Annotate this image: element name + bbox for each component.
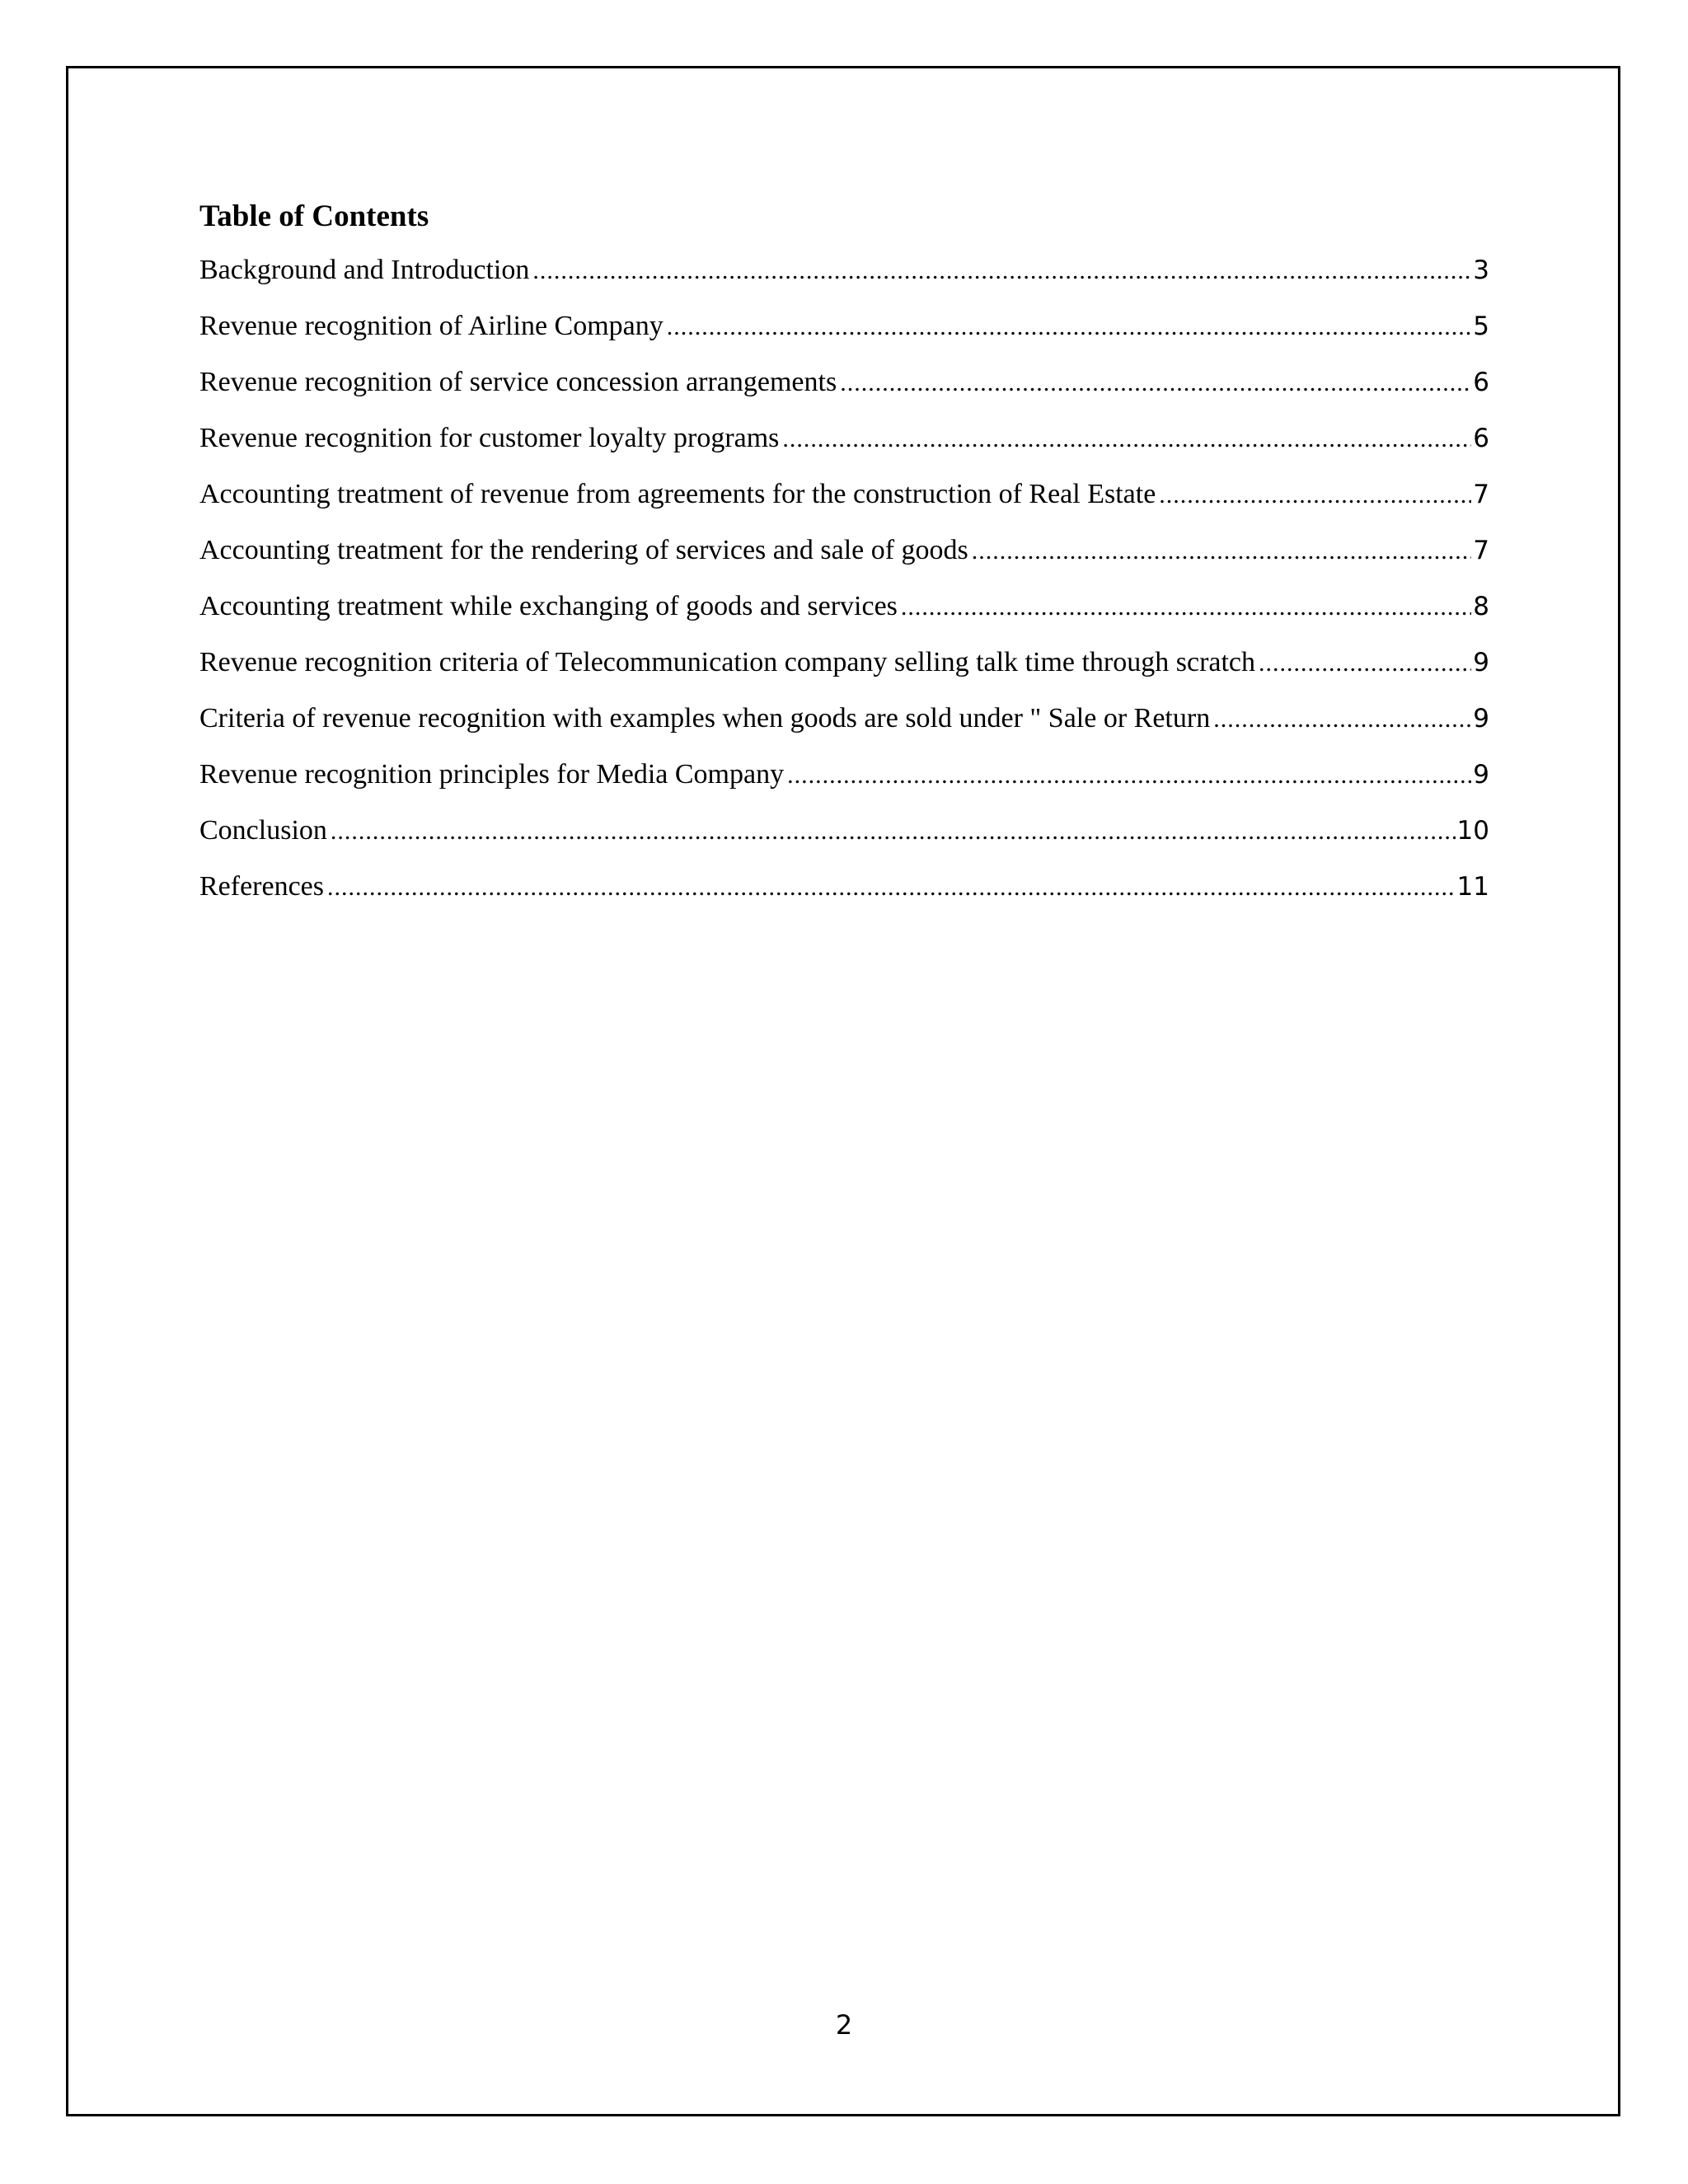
toc-entry-page: 11 [1456,872,1489,902]
toc-dot-leader [840,355,1471,411]
toc-entry-title: Revenue recognition for customer loyalty programs [199,423,780,453]
toc-entry-page: 8 [1473,592,1489,621]
toc-entry[interactable] [199,410,1489,466]
toc-dot-leader [1259,635,1471,691]
toc-entry-page: 5 [1473,312,1489,341]
toc-dot-leader [782,411,1471,467]
toc-entry-title: Revenue recognition principles for Media Company [199,759,785,790]
toc-entry[interactable] [199,803,1489,859]
toc-dot-leader [972,523,1471,579]
toc-entry-title: Conclusion [199,815,327,846]
toc-entry-page: 9 [1473,760,1489,790]
toc-dot-leader [1213,691,1471,748]
toc-entry-title: Background and Introduction [199,255,530,285]
toc-title: Table of Contents [199,199,429,233]
table-of-contents [199,194,1489,915]
toc-entry[interactable] [199,635,1489,691]
toc-entry-title: Accounting treatment for the rendering of services and sale of goods [199,535,968,565]
toc-entry-title: Accounting treatment of revenue from agreements for the construction of Real Estate [199,479,1156,509]
toc-entry-page: 6 [1473,424,1489,453]
toc-entry-title: Revenue recognition of service concession arrangements [199,367,837,397]
toc-entry-title: Criteria of revenue recognition with examples when goods are sold under " Sale or Return [199,703,1211,733]
toc-entry-title: References [199,871,325,902]
toc-dot-leader [787,748,1471,804]
toc-entry[interactable] [199,298,1489,354]
toc-entry-page: 7 [1473,480,1489,509]
toc-dot-leader [532,243,1471,299]
toc-entry[interactable] [199,859,1489,915]
toc-dot-leader [667,299,1472,355]
toc-entry-page: 3 [1473,255,1489,285]
toc-dot-leader [1159,467,1471,523]
toc-dot-leader [331,804,1456,860]
toc-entry[interactable] [199,691,1489,747]
page-number: 2 [835,2009,853,2041]
toc-entry-page: 10 [1456,816,1489,846]
toc-entry-title: Revenue recognition of Airline Company [199,311,663,341]
toc-entry[interactable] [199,579,1489,635]
toc-entry-title: Accounting treatment while exchanging of goods and services [199,591,898,621]
toc-entry-page: 9 [1473,648,1489,677]
toc-entry[interactable] [199,523,1489,579]
toc-entry-page: 7 [1473,536,1489,565]
toc-dot-leader [327,860,1456,916]
toc-dot-leader [901,579,1471,635]
toc-entry-page: 9 [1473,704,1489,733]
toc-entry[interactable] [199,242,1489,298]
toc-entry-page: 6 [1473,368,1489,397]
toc-entry-title: Revenue recognition criteria of Telecommunication company selling talk time through scratch [199,647,1256,677]
toc-entry[interactable] [199,747,1489,803]
toc-entry[interactable] [199,354,1489,410]
toc-entry[interactable] [199,466,1489,523]
